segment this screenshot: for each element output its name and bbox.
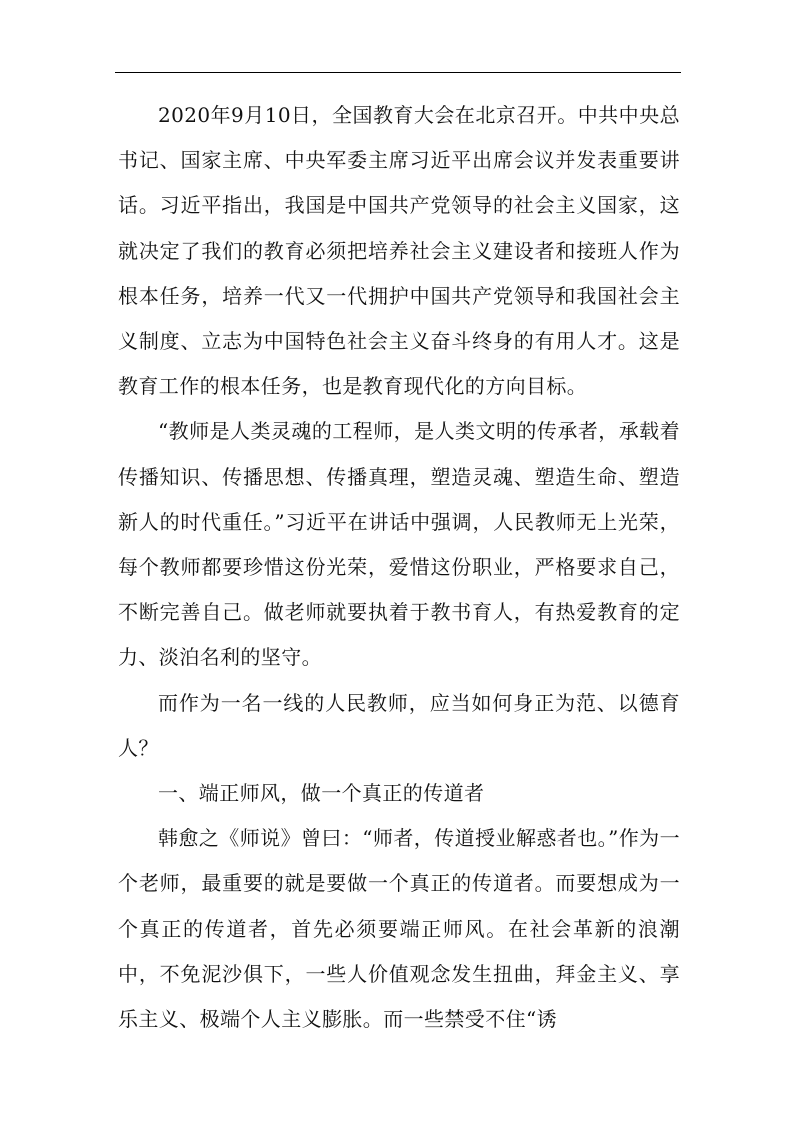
header-rule: [115, 72, 681, 73]
paragraph-1: 2020年9月10日，全国教育大会在北京召开。中共中央总书记、国家主席、中央军委主席习近平出席会议并发表重要讲话。习近平指出，我国是中国共产党领导的社会主义国家，这就决定了我们的教育必须把培养社会主义建设者和接班人作为根本任务，培养一代又一代拥护中国共产党领导和我国社会主义制度、立志为中国特色社会主义奋斗终身的有用人才。这是教育工作的根本任务，也是教育现代化的方向目标。: [118, 103, 680, 399]
document-body: [118, 93, 680, 1042]
paragraph-2: “教师是人类灵魂的工程师，是人类文明的传承者，承载着传播知识、传播思想、传播真理，塑造灵魂、塑造生命、塑造新人的时代重任。”习近平在讲话中强调，人民教师无上光荣，每个教师都要珍惜这份光荣，爱惜这份职业，严格要求自己，不断完善自己。做老师就要执着于教书育人，有热爱教育的定力、淡泊名利的坚守。: [118, 419, 680, 670]
paragraph-3: 而作为一名一线的人民教师，应当如何身正为范、以德育人？: [118, 690, 680, 760]
paragraph-4: 韩愈之《师说》曾曰：“师者，传道授业解惑者也。”作为一个老师，最重要的就是要做一个真正的传道者。而要想成为一个真正的传道者，首先必须要端正师风。在社会革新的浪潮中，不免泥沙俱下，一些人价值观念发生扭曲，拜金主义、享乐主义、极端个人主义膨胀。而一些禁受不住“诱: [118, 826, 680, 1032]
section-heading: 一、端正师风，做一个真正的传道者: [158, 781, 485, 806]
